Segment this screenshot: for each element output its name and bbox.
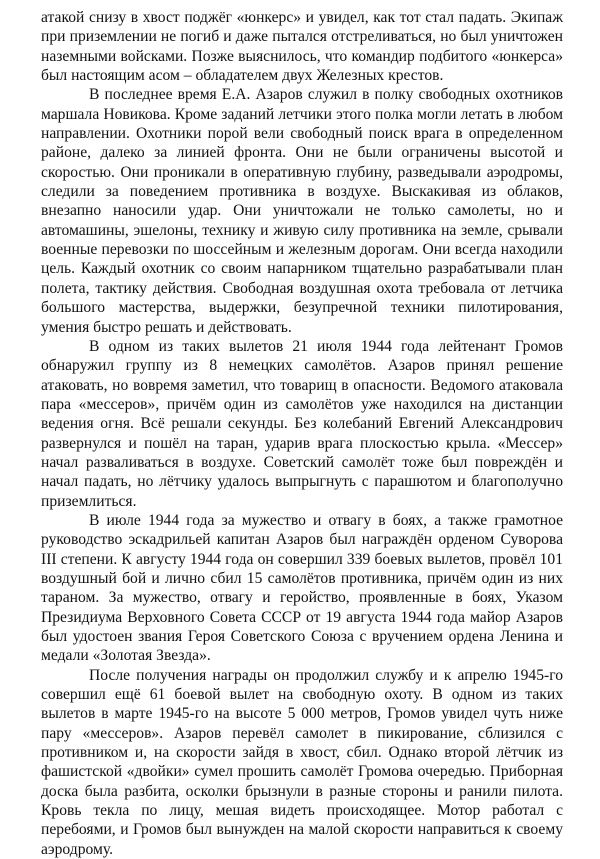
- document-page: [41, 8, 563, 859]
- paragraph-continuation: атакой снизу в хвост поджёг «юнкерс» и увидел, как тот стал падать. Экипаж при приземлении не погиб и даже пытался отстреливаться, но был уничтожен наземными войсками. Позже выяснилось, что командир подбитого «юнкерса» был настоящим асом – обладателем двух Железных крестов.: [41, 9, 563, 85]
- paragraph-after-award: После получения награды он продолжил службу и к апрелю 1945-го совершил ещё 61 боевой вылет на свободную охоту. В одном из таких вылетов в марте 1945-го на высоте 5 000 метров, Громов увидел чуть ниже пару «мессеров». Азаров перевёл самолет в пикирование, сблизился с противником и, на скорости зайдя в хвост, сбил. Однако второй лётчик из фашистской «двойки» сумел прошить самолёт Громова очередью. Приборная доска была разбита, осколки брызнули в разные стороны и ранили пилота. Кровь текла по лицу, мешая видеть происходящее. Мотор работал с перебоями, и Громов был вынужден на малой скорости направиться к своему аэродрому.: [41, 666, 563, 858]
- paragraph-ramming: В одном из таких вылетов 21 июля 1944 года лейтенант Громов обнаружил группу из 8 немецких самолётов. Азаров принял решение атаковать, но вовремя заметил, что товарищ в опасности. Ведомого атаковала пара «мессеров», причём один из самолётов уже находился на дистанции ведения огня. Всё решали секунды. Без колебаний Евгений Александрович развернулся и пошёл на таран, ударив врага плоскостью крыла. «Мессер» начал разваливаться в воздухе. Советский самолёт тоже был повреждён и начал падать, но лётчику удалось выпрыгнуть с парашютом и благополучно приземлиться.: [41, 337, 563, 510]
- paragraph-free-hunters: В последнее время Е.А. Азаров служил в полку свободных охотников маршала Новикова. Кроме заданий летчики этого полка могли летать в любом направлении. Охотники порой вели свободный поиск врага в определенном районе, далеко за линией фронта. Они не были ограничены высотой и скоростью. Они проникали в оперативную глубину, разведывали аэродромы, следили за поведением противника в воздухе. Выскакивая из облаков, внезапно наносили удар. Они уничтожали не только самолеты, но и автомашины, эшелоны, технику и живую силу противника на земле, срывали военные перевозки по шоссейным и железным дорогам. Они всегда находили цель. Каждый охотник со своим напарником тщательно разрабатывали план полета, тактику действия. Свободная воздушная охота требовала от летчика большого мастерства, выдержки, безупречной техники пилотирования, умения быстро решать и действовать.: [41, 86, 563, 336]
- paragraph-awards: В июле 1944 года за мужество и отвагу в боях, а также грамотное руководство эскадрильей капитан Азаров был награждён орденом Суворова III степени. К августу 1944 года он совершил 339 боевых вылетов, провёл 101 воздушный бой и лично сбил 15 самолётов противника, причём один из них тараном. За мужество, отвагу и геройство, проявленные в боях, Указом Президиума Верховного Совета СССР от 19 августа 1944 года майор Азаров был удостоен звания Героя Советского Союза с вручением ордена Ленина и медали «Золотая Звезда».: [41, 511, 563, 665]
